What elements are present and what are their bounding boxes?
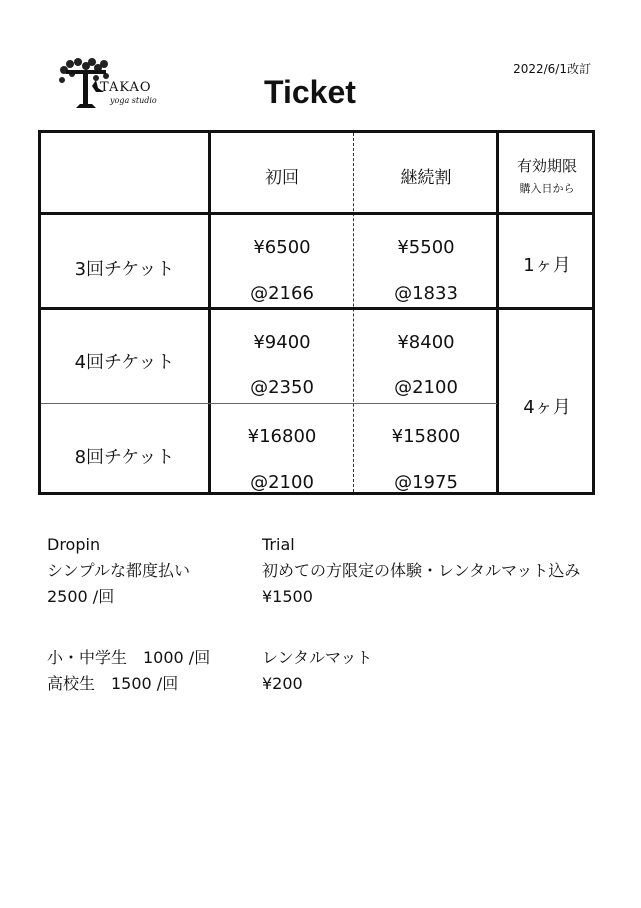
table-divider [41, 307, 592, 310]
page-title: Ticket [264, 74, 356, 110]
validity: 1ヶ月 [523, 255, 571, 276]
cont-price: ¥5500 [397, 237, 455, 258]
first-price: ¥6500 [253, 237, 311, 258]
header-first: 初回 [265, 168, 299, 188]
cont-unit: @1833 [394, 283, 458, 304]
header-validity: 有効期限 [516, 157, 577, 175]
trial-desc: 初めての方限定の体験・レンタルマット込み [262, 561, 581, 580]
rental-section [262, 645, 372, 697]
header-validity-note: 購入日から [519, 182, 575, 195]
trial-title: Trial [262, 535, 295, 554]
table-divider [41, 212, 592, 215]
row-name: 3回チケット [74, 259, 175, 280]
first-price: ¥9400 [253, 332, 311, 353]
table-divider [41, 403, 497, 404]
first-unit: @2350 [250, 377, 314, 398]
student-high-price: 高校生 1500 /回 [47, 674, 179, 693]
dropin-desc: シンプルな都度払い [47, 561, 190, 580]
cont-price: ¥8400 [397, 332, 455, 353]
cont-unit: @1975 [394, 472, 458, 493]
first-unit: @2100 [250, 472, 314, 493]
validity: 4ヶ月 [523, 397, 571, 418]
dropin-price: 2500 /回 [47, 587, 115, 606]
dropin-title: Dropin [47, 535, 101, 554]
logo-subtitle: yoga studio [110, 96, 157, 105]
rental-price: ¥200 [262, 674, 303, 693]
student-junior-price: 小・中学生 1000 /回 [47, 648, 211, 667]
price-table [38, 130, 595, 495]
revision-date: 2022/6/1改訂 [513, 62, 591, 76]
row-name: 4回チケット [74, 352, 175, 373]
first-unit: @2166 [250, 283, 314, 304]
table-dashed-divider [353, 133, 354, 492]
first-price: ¥16800 [247, 426, 317, 447]
trial-section [262, 532, 580, 610]
cont-price: ¥15800 [391, 426, 461, 447]
logo-name: TAKAO [100, 80, 152, 95]
row-name: 8回チケット [74, 447, 175, 468]
trial-price: ¥1500 [262, 587, 313, 606]
rental-title: レンタルマット [262, 648, 373, 667]
student-section [47, 645, 210, 697]
cont-unit: @2100 [394, 377, 458, 398]
header-continuing: 継続割 [400, 168, 452, 188]
dropin-section [47, 532, 190, 610]
